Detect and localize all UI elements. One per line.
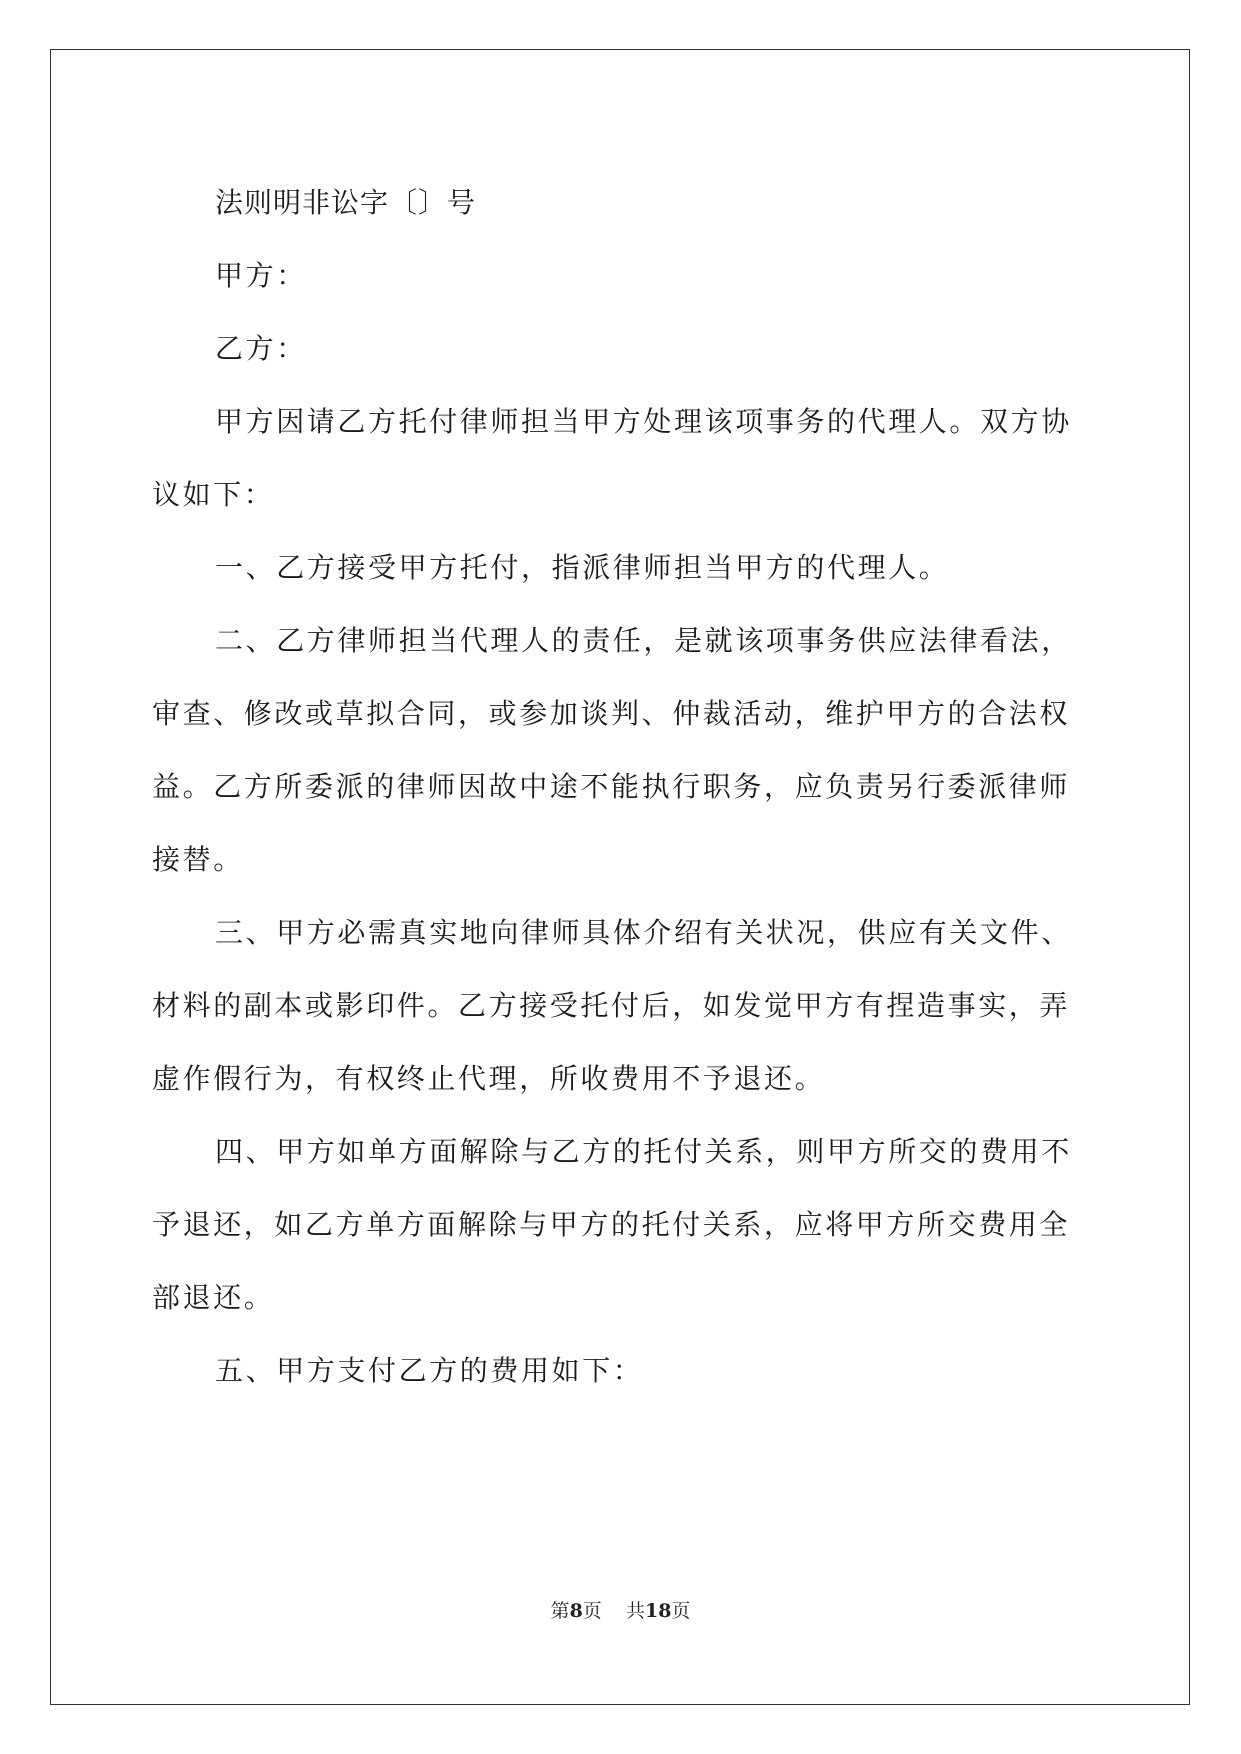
document-body [152, 166, 1090, 1407]
page-total: 18 [644, 1600, 672, 1622]
party-b-line: 乙方： [215, 332, 307, 365]
preamble-paragraph: 甲方因请乙方托付律师担当甲方处理该项事务的代理人。双方协议如下： [152, 405, 1072, 511]
clause-5: 五、甲方支付乙方的费用如下： [215, 1354, 644, 1387]
page-prefix: 第 [550, 1600, 570, 1622]
page-mid: 页 共 [582, 1600, 645, 1622]
party-a-line: 甲方： [215, 259, 307, 292]
clause-4: 四、甲方如单方面解除与乙方的托付关系，则甲方所交的费用不予退还，如乙方单方面解除与甲方的托付关系，应将甲方所交费用全部退还。 [152, 1135, 1072, 1314]
page-suffix: 页 [671, 1600, 691, 1622]
document-number: 法则明非讼字〔〕号 [215, 186, 477, 219]
page-footer [0, 1596, 1241, 1623]
clause-1: 一、乙方接受甲方托付，指派律师担当甲方的代理人。 [215, 551, 950, 584]
clause-2: 二、乙方律师担当代理人的责任，是就该项事务供应法律看法，审查、修改或草拟合同，或参加谈判、仲裁活动，维护甲方的合法权益。乙方所委派的律师因故中途不能执行职务，应负责另行委派律师接替。 [152, 624, 1072, 876]
page-current: 8 [569, 1600, 583, 1622]
clause-3: 三、甲方必需真实地向律师具体介绍有关状况，供应有关文件、材料的副本或影印件。乙方接受托付后，如发觉甲方有捏造事实，弄虚作假行为，有权终止代理，所收费用不予退还。 [152, 916, 1072, 1095]
